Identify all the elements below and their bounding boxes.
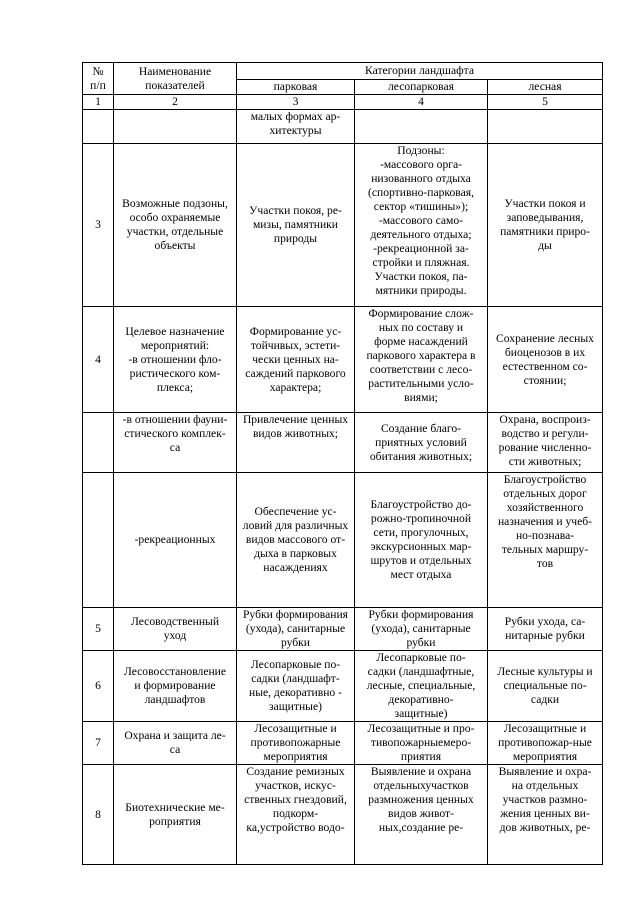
cell-text-line: стоянии; bbox=[523, 373, 567, 387]
cell-text-line: рубки bbox=[280, 636, 311, 649]
cell-text-line: -в отношении фло- bbox=[128, 352, 222, 366]
cell-text-line: стройки и пляжная. bbox=[372, 256, 470, 269]
cell-text-line: отдельных дорог bbox=[503, 487, 587, 500]
header-name-line-2: показателей bbox=[145, 78, 205, 92]
cell-text-line: размножения ценных bbox=[368, 793, 474, 806]
cell-text-line: Привлечение ценных bbox=[242, 413, 349, 426]
cell-park bbox=[237, 651, 355, 722]
cell-text-line: насаждениях bbox=[263, 561, 328, 574]
cell-text-line: ных по составу и bbox=[378, 321, 464, 334]
cell-text-line: Лесопарковые по- bbox=[250, 658, 341, 671]
table-row bbox=[83, 110, 603, 144]
col-number-5: 5 bbox=[488, 95, 603, 110]
cell-forest-park bbox=[355, 473, 488, 608]
cell-text-line: Лесоводственный bbox=[130, 615, 220, 628]
cell-forest bbox=[488, 110, 603, 144]
cell-text-line: ные, декоративно - bbox=[249, 686, 342, 699]
cell-text-line: Охрана, воспроиз- bbox=[499, 413, 591, 426]
cell-text-line: (спортивно-парковая, bbox=[368, 186, 474, 199]
cell-text-line: ка,устройство водо- bbox=[246, 821, 345, 834]
cell-text-line: хитектуры bbox=[269, 124, 322, 137]
cell-forest-park bbox=[355, 722, 488, 765]
cell-num: 6 bbox=[83, 651, 114, 722]
cell-text-line: нитарные рубки bbox=[505, 629, 585, 642]
cell-text-line: тов bbox=[536, 557, 554, 570]
cell-text-line: растительными усло- bbox=[368, 377, 474, 390]
cell-text-line: сети, прогулочных, bbox=[373, 526, 469, 539]
header-categories-cell: Категории ландшафта bbox=[237, 63, 603, 80]
cell-forest bbox=[488, 144, 603, 307]
cell-text-line: защитные) bbox=[269, 700, 322, 713]
cell-text-line: мероприятия bbox=[512, 750, 578, 763]
header-col-park: парковая bbox=[237, 80, 355, 95]
header-num-cell bbox=[83, 63, 114, 95]
cell-forest-park bbox=[355, 765, 488, 865]
cell-text-line: Охрана и защита ле- bbox=[124, 729, 226, 742]
col-number-1: 1 bbox=[83, 95, 114, 110]
cell-text-line: садки bbox=[530, 693, 560, 706]
cell-text-line: отдельныхучастков bbox=[373, 779, 469, 792]
table-row bbox=[83, 307, 603, 413]
cell-name bbox=[114, 651, 237, 722]
cell-text-line: объекты bbox=[154, 239, 196, 252]
cell-text-line: участки, отдельные bbox=[126, 225, 224, 238]
landscape-table bbox=[82, 62, 603, 865]
cell-text-line: характера; bbox=[269, 380, 322, 394]
cell-forest-park bbox=[355, 110, 488, 144]
cell-text-line: памятники приро- bbox=[500, 225, 590, 238]
cell-text-line: Создание благо- bbox=[380, 421, 462, 435]
cell-num: 4 bbox=[83, 307, 114, 413]
cell-text-line: сектор «тишины»); bbox=[373, 200, 469, 213]
cell-park bbox=[237, 413, 355, 473]
cell-text-line: и формирование bbox=[134, 679, 216, 692]
cell-text-line: тельных маршру- bbox=[501, 543, 589, 556]
cell-forest bbox=[488, 722, 603, 765]
cell-text-line: соответствии с лесо- bbox=[369, 363, 473, 376]
cell-text-line: приятия bbox=[400, 750, 442, 763]
cell-forest bbox=[488, 473, 603, 608]
cell-name bbox=[114, 413, 237, 473]
cell-text-line: Благоустройство bbox=[503, 473, 587, 486]
header-name-line-1: Наименование bbox=[138, 64, 212, 78]
cell-park bbox=[237, 144, 355, 307]
cell-text-line: роприятия bbox=[149, 814, 201, 828]
cell-text-line: паркового характера в bbox=[366, 349, 476, 362]
cell-text-line: жения ценных ви- bbox=[500, 807, 590, 820]
cell-park bbox=[237, 307, 355, 413]
cell-text-line: Формирование слож- bbox=[368, 307, 474, 320]
cell-forest bbox=[488, 651, 603, 722]
cell-text-line: противопожарные bbox=[250, 736, 341, 749]
cell-text-line: Рубки ухода, са- bbox=[504, 615, 586, 628]
cell-text-line: рубки bbox=[406, 636, 436, 649]
cell-text-line: защитные) bbox=[394, 707, 448, 720]
cell-text-line: ды bbox=[538, 239, 552, 252]
cell-name bbox=[114, 722, 237, 765]
cell-forest bbox=[488, 307, 603, 413]
cell-text-line: -массового орга- bbox=[379, 158, 463, 171]
header-name-cell bbox=[114, 63, 237, 95]
cell-text-line: дов животных, ре- bbox=[499, 821, 591, 834]
cell-text-line: -рекреационной за- bbox=[373, 242, 469, 255]
cell-forest-park bbox=[355, 413, 488, 473]
cell-text-line: Сохранение лесных bbox=[496, 331, 594, 345]
cell-name bbox=[114, 307, 237, 413]
cell-text-line: Лесозащитные и про- bbox=[367, 722, 475, 735]
cell-text-line: Участки покоя, ре- bbox=[249, 204, 342, 217]
cell-text-line: мероприятия bbox=[263, 750, 328, 763]
cell-text-line: Лесовосстановление bbox=[123, 665, 227, 678]
cell-text-line: Возможные подзоны, bbox=[122, 197, 228, 210]
cell-text-line: -в отношении фауни- bbox=[122, 413, 228, 426]
cell-text-line: на отдельных bbox=[511, 779, 579, 792]
cell-text-line: стического комплек- bbox=[124, 427, 226, 440]
cell-text-line: Обеспечение ус- bbox=[254, 505, 337, 518]
cell-num bbox=[83, 110, 114, 144]
cell-num: 7 bbox=[83, 722, 114, 765]
cell-text-line: малых формах ар- bbox=[250, 110, 341, 123]
cell-text-line: Рубки формирования bbox=[242, 608, 348, 621]
col-number-2: 2 bbox=[114, 95, 237, 110]
cell-text-line: -рекреационных bbox=[134, 533, 216, 546]
cell-text-line: чески ценных на- bbox=[252, 352, 339, 366]
header-num-line-2: п/п bbox=[90, 78, 106, 92]
cell-text-line: но-познава- bbox=[515, 529, 575, 542]
cell-text-line: Рубки формирования bbox=[368, 608, 474, 621]
cell-forest-park bbox=[355, 608, 488, 651]
cell-text-line: мероприятий: bbox=[140, 338, 210, 352]
cell-text-line: видов животных; bbox=[252, 427, 339, 440]
cell-num: 5 bbox=[83, 608, 114, 651]
cell-text-line: садки (ландшафт- bbox=[251, 672, 340, 685]
cell-text-line: Лесозащитные и bbox=[503, 722, 587, 735]
cell-num: 3 bbox=[83, 144, 114, 307]
cell-text-line: видов живот- bbox=[388, 807, 454, 820]
cell-text-line: обитания животных; bbox=[369, 449, 473, 463]
cell-num bbox=[83, 473, 114, 608]
cell-forest-park bbox=[355, 144, 488, 307]
cell-text-line: назначения и учеб- bbox=[497, 515, 593, 528]
cell-text-line: виями; bbox=[404, 391, 438, 404]
cell-text-line: -массового само- bbox=[378, 214, 464, 227]
cell-text-line: са bbox=[169, 441, 181, 454]
cell-text-line: природы bbox=[273, 232, 318, 245]
cell-name bbox=[114, 608, 237, 651]
cell-name bbox=[114, 110, 237, 144]
cell-name bbox=[114, 473, 237, 608]
cell-text-line: естественном со- bbox=[502, 359, 588, 373]
cell-text-line: Целевое назначение bbox=[125, 324, 225, 338]
table-row bbox=[83, 473, 603, 608]
cell-text-line: Биотехнические ме- bbox=[125, 800, 225, 814]
cell-text-line: са bbox=[169, 743, 181, 756]
cell-text-line: садки (ландшафтные, bbox=[367, 665, 475, 678]
cell-text-line: мизы, памятники bbox=[252, 218, 339, 231]
cell-park bbox=[237, 722, 355, 765]
cell-text-line: ландшафтов bbox=[144, 693, 206, 706]
cell-text-line: Благоустройство до- bbox=[370, 498, 472, 511]
cell-text-line: сти животных; bbox=[508, 455, 582, 468]
cell-text-line: деятельного отдыха; bbox=[370, 228, 472, 241]
cell-text-line: Лесные культуры и bbox=[497, 665, 593, 678]
cell-text-line: низованного отдыха bbox=[371, 172, 471, 185]
cell-text-line: ственных гнездовий, bbox=[244, 793, 347, 806]
cell-text-line: Формирование ус- bbox=[249, 324, 342, 338]
cell-text-line: ных,создание ре- bbox=[378, 821, 464, 834]
cell-text-line: саждений паркового bbox=[245, 366, 346, 380]
cell-text-line: Участки покоя, па- bbox=[374, 270, 468, 283]
table-row bbox=[83, 651, 603, 722]
table-row bbox=[83, 722, 603, 765]
cell-num bbox=[83, 413, 114, 473]
cell-park bbox=[237, 608, 355, 651]
cell-text-line: Подзоны: bbox=[397, 144, 445, 157]
cell-text-line: особо охраняемые bbox=[129, 211, 221, 224]
cell-text-line: подкорм- bbox=[272, 807, 319, 820]
col-number-3: 3 bbox=[237, 95, 355, 110]
cell-text-line: рование численно- bbox=[498, 441, 592, 454]
cell-text-line: приятных условий bbox=[375, 435, 467, 449]
table-row bbox=[83, 608, 603, 651]
cell-forest bbox=[488, 413, 603, 473]
cell-text-line: экскурсионных мар- bbox=[370, 540, 472, 553]
cell-forest-park bbox=[355, 651, 488, 722]
cell-forest bbox=[488, 765, 603, 865]
cell-text-line: тивопожарныемеро- bbox=[370, 736, 472, 749]
cell-text-line: дыха в парковых bbox=[254, 547, 337, 560]
cell-text-line: Лесопарковые по- bbox=[376, 651, 466, 664]
cell-text-line: видов массового от- bbox=[245, 533, 346, 546]
cell-text-line: Выявление и охрана bbox=[370, 765, 472, 778]
cell-text-line: специальные по- bbox=[503, 679, 587, 692]
cell-text-line: Создание ремизных bbox=[246, 765, 345, 778]
cell-num: 8 bbox=[83, 765, 114, 865]
cell-text-line: мест отдыха bbox=[390, 568, 452, 581]
cell-text-line: Лесозащитные и bbox=[254, 722, 337, 735]
cell-text-line: ристического ком- bbox=[129, 366, 221, 380]
column-number-row bbox=[83, 95, 603, 110]
cell-text-line: (ухода), санитарные bbox=[245, 622, 346, 635]
cell-text-line: противопожар-ные bbox=[498, 736, 592, 749]
table-row bbox=[83, 765, 603, 865]
header-row-top bbox=[83, 63, 603, 80]
cell-forest bbox=[488, 608, 603, 651]
cell-text-line: шрутов и отдельных bbox=[370, 554, 472, 567]
cell-text-line: уход bbox=[163, 629, 187, 642]
cell-text-line: ловий для различных bbox=[242, 519, 349, 532]
cell-text-line: хозяйственного bbox=[506, 501, 584, 514]
cell-text-line: водство и регули- bbox=[501, 427, 589, 440]
cell-text-line: Выявление и охра- bbox=[498, 765, 592, 778]
header-col-forest: лесная bbox=[488, 80, 603, 95]
cell-forest-park bbox=[355, 307, 488, 413]
document-page bbox=[82, 62, 602, 844]
cell-text-line: рожно-тропиночной bbox=[370, 512, 472, 525]
cell-text-line: форме насаждений bbox=[374, 335, 468, 348]
cell-text-line: тойчивых, эстети- bbox=[250, 338, 341, 352]
cell-text-line: участков, искус- bbox=[255, 779, 336, 792]
cell-text-line: участков размно- bbox=[502, 793, 588, 806]
cell-text-line: мятники природы. bbox=[375, 284, 467, 297]
cell-name bbox=[114, 765, 237, 865]
cell-park bbox=[237, 110, 355, 144]
cell-text-line: лесные, специальные, bbox=[366, 679, 476, 692]
cell-park bbox=[237, 473, 355, 608]
header-col-forest-park: лесопарковая bbox=[355, 80, 488, 95]
cell-text-line: (ухода), санитарные bbox=[371, 622, 471, 635]
table-row bbox=[83, 144, 603, 307]
cell-text-line: заповедывания, bbox=[506, 211, 584, 224]
cell-name bbox=[114, 144, 237, 307]
table-row bbox=[83, 413, 603, 473]
col-number-4: 4 bbox=[355, 95, 488, 110]
cell-text-line: биоценозов в их bbox=[504, 345, 586, 359]
cell-text-line: декоративно- bbox=[388, 693, 454, 706]
cell-park bbox=[237, 765, 355, 865]
cell-text-line: плекса; bbox=[156, 380, 194, 394]
header-num-line-1: № bbox=[92, 64, 104, 78]
cell-text-line: Участки покоя и bbox=[504, 197, 586, 210]
